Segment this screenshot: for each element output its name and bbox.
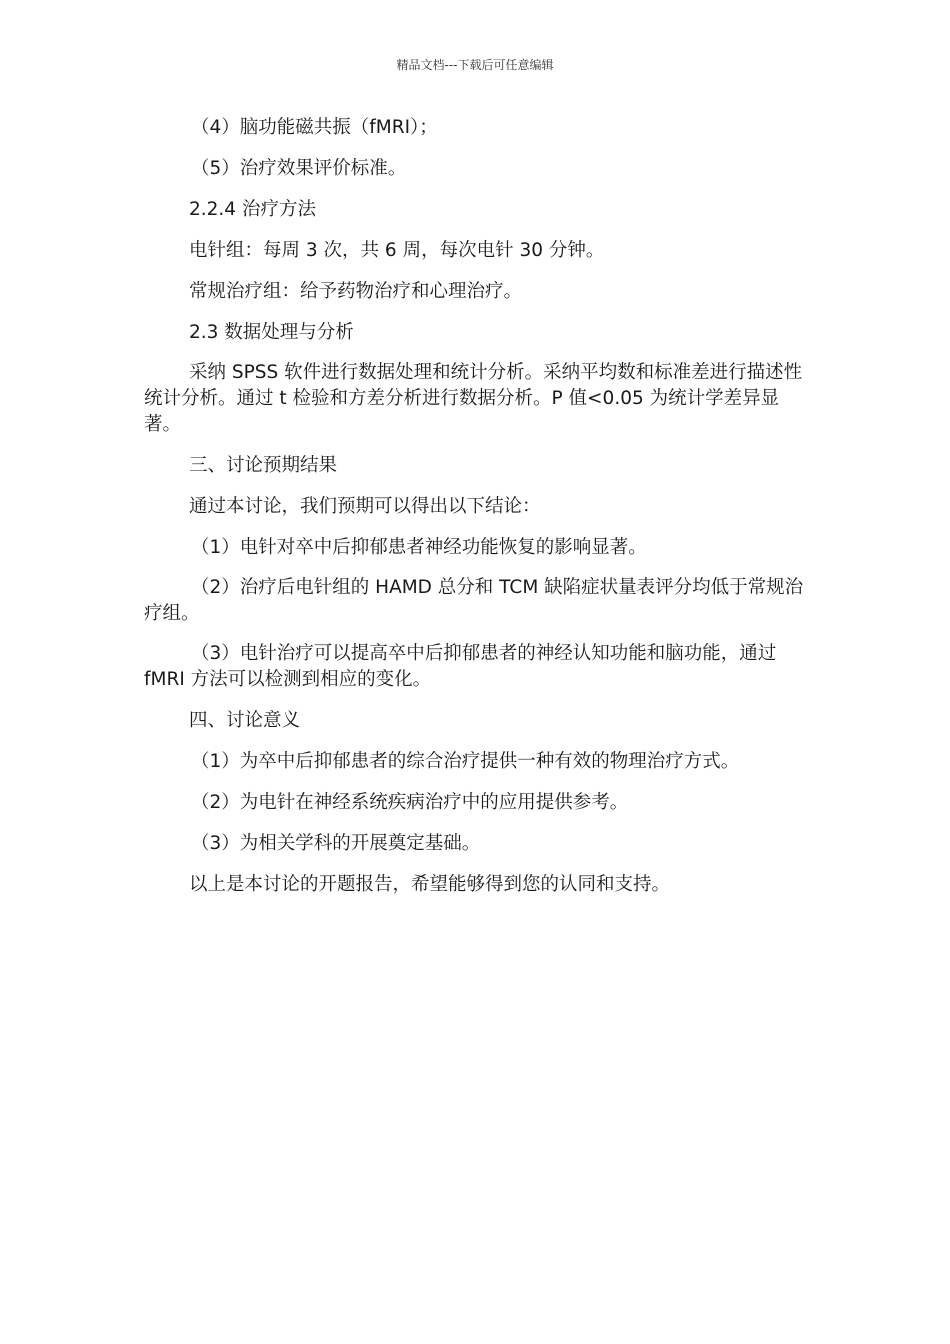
section-heading-significance: 四、讨论意义: [189, 710, 301, 731]
list-item-result-1: （1）电针对卒中后抑郁患者神经功能恢复的影响显著。: [191, 537, 647, 558]
section-heading-expected-results: 三、讨论预期结果: [189, 455, 338, 476]
paragraph-statistics: 采纳 SPSS 软件进行数据处理和统计分析。采纳平均数和标准差进行描述性统计分析。通过 t 检验和方差分析进行数据分析。P 值<0.05 为统计学差异显著。: [144, 362, 803, 435]
section-heading-treatment: 2.2.4 治疗方法: [189, 199, 316, 220]
document-body: [144, 114, 806, 912]
list-item-result-2: （2）治疗后电针组的 HAMD 总分和 TCM 缺陷症状量表评分均低于常规治疗组。: [144, 577, 804, 624]
list-item-significance-1: （1）为卒中后抑郁患者的综合治疗提供一种有效的物理治疗方式。: [191, 751, 740, 772]
paragraph-acupuncture-group: 电针组：每周 3 次，共 6 周，每次电针 30 分钟。: [189, 240, 605, 261]
paragraph-conventional-group: 常规治疗组：给予药物治疗和心理治疗。: [189, 281, 523, 302]
list-item-significance-2: （2）为电针在神经系统疾病治疗中的应用提供参考。: [191, 792, 629, 813]
paragraph-expected-intro: 通过本讨论，我们预期可以得出以下结论：: [189, 496, 541, 517]
list-item-evaluation: （5）治疗效果评价标准。: [191, 158, 407, 179]
list-item-result-3: （3）电针治疗可以提高卒中后抑郁患者的神经认知功能和脑功能，通过 fMRI 方法可以检测到相应的变化。: [144, 643, 777, 690]
list-item-significance-3: （3）为相关学科的开展奠定基础。: [191, 833, 481, 854]
paragraph-closing: 以上是本讨论的开题报告，希望能够得到您的认同和支持。: [189, 874, 671, 895]
page-header: 精品文档---下载后可任意编辑: [396, 58, 554, 72]
section-heading-data-analysis: 2.3 数据处理与分析: [189, 322, 354, 343]
list-item-fmri: （4）脑功能磁共振（fMRI）；: [191, 117, 438, 138]
